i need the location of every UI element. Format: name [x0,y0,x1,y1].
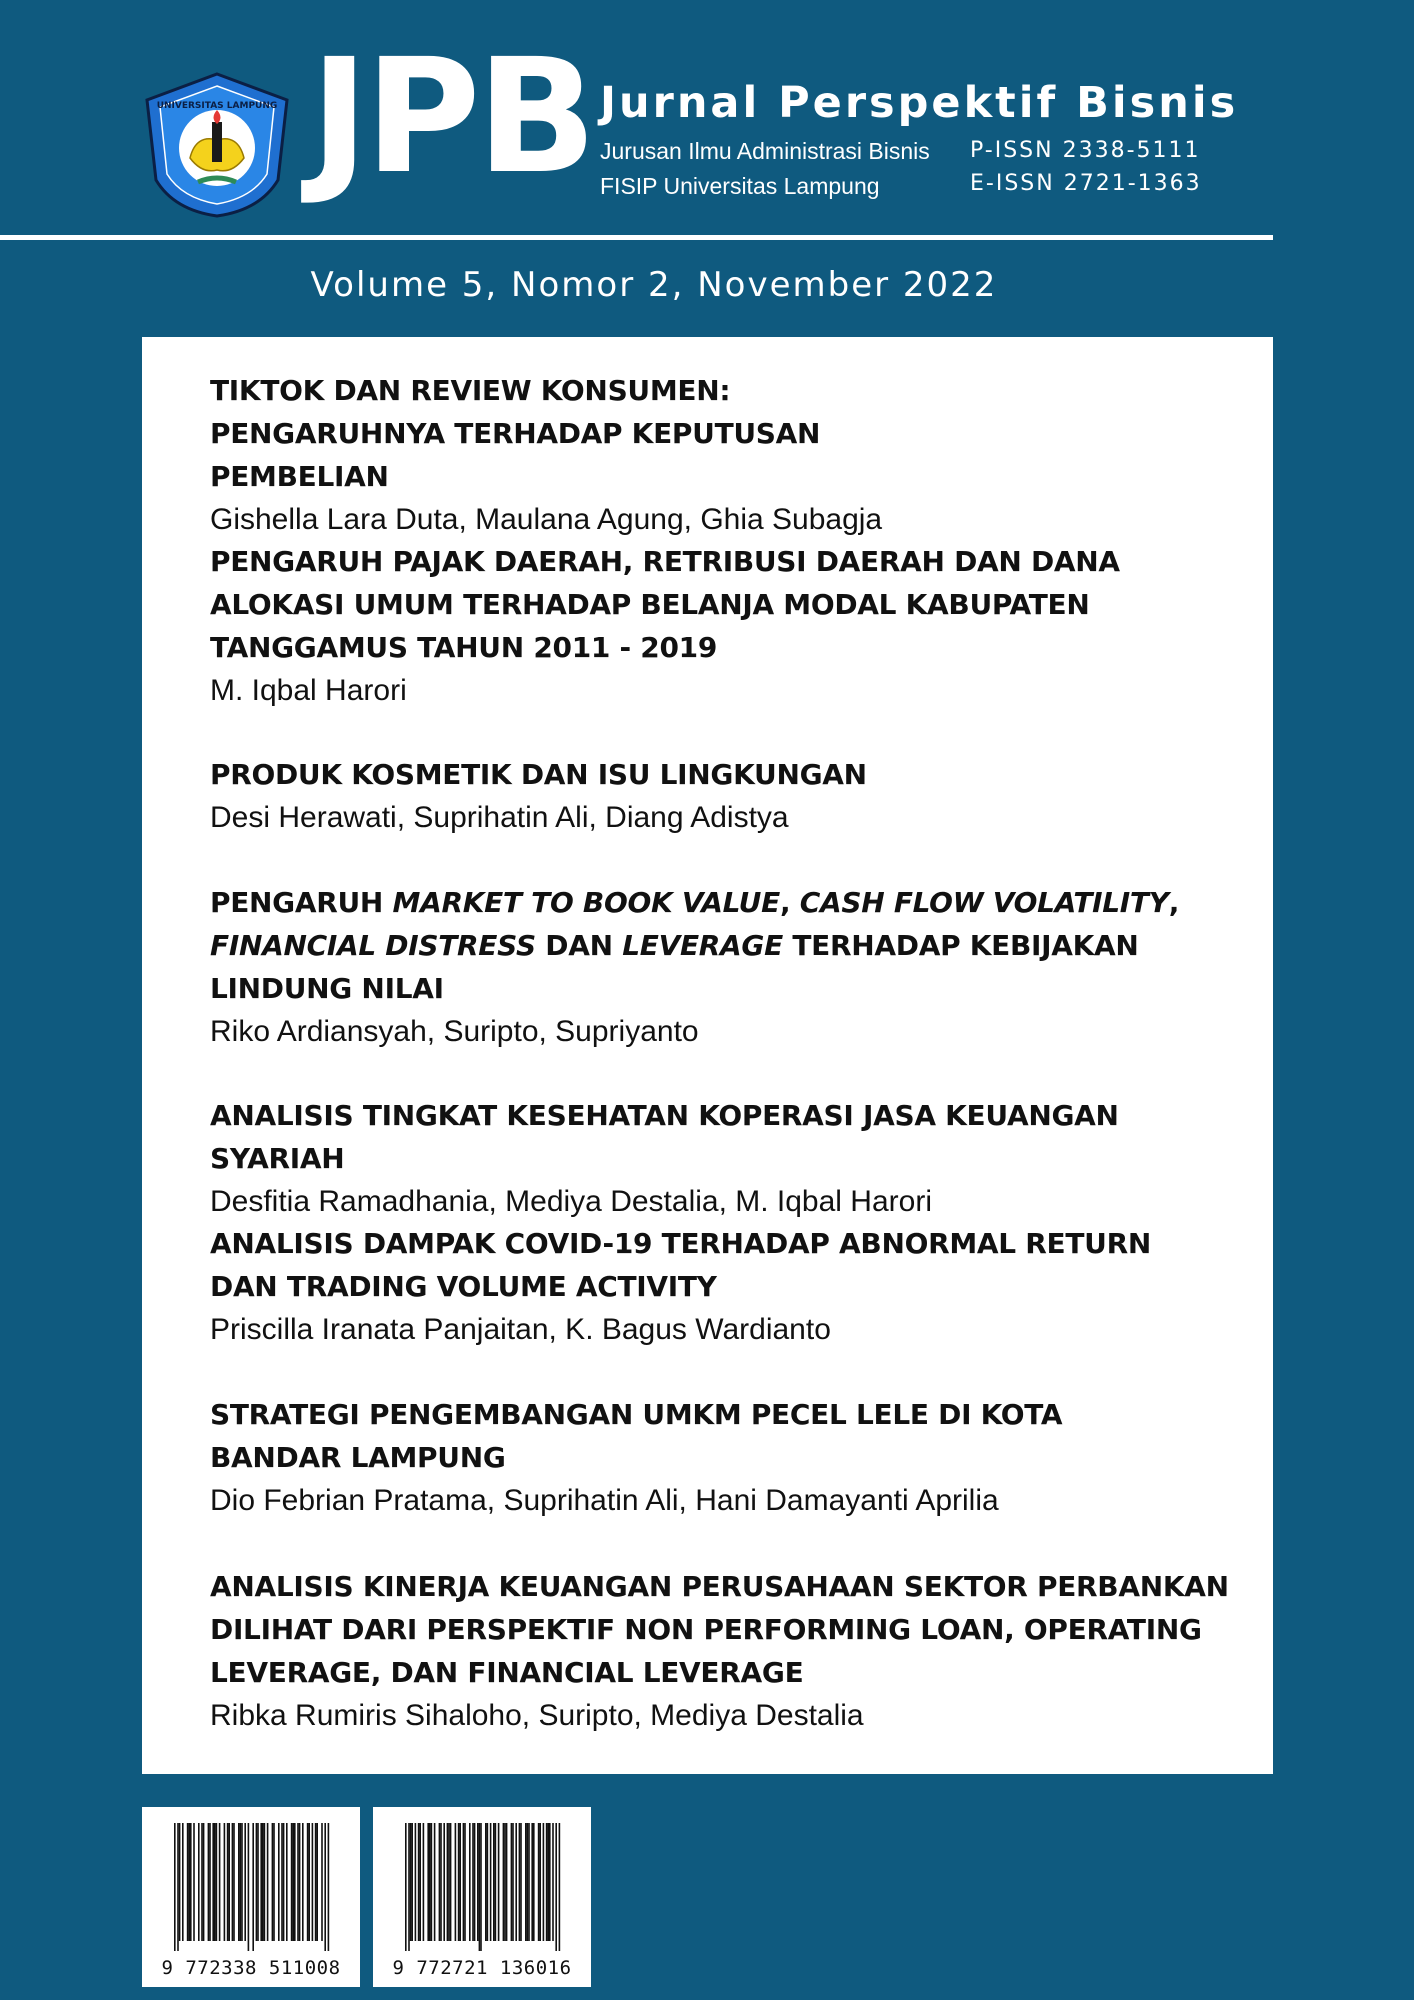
barcode-bar [252,1823,254,1951]
barcode-bar [281,1823,283,1941]
barcode-bar [188,1823,190,1941]
logo-text: UNIVERSITAS LAMPUNG [156,101,278,111]
barcode-bar [472,1823,474,1941]
header-divider [0,235,1273,240]
barcode-bar [450,1823,452,1941]
barcode-bar [208,1823,210,1941]
department-line-2: FISIP Universitas Lampung [600,173,880,199]
barcode-electronic-issn [373,1807,591,1987]
article-title-italic: CASH FLOW VOLATILITY [799,886,1169,919]
barcode-bar [198,1823,200,1941]
article-authors: Ribka Rumiris Sihaloho, Suripto, Mediya Destalia [210,1699,864,1732]
article-title: ANALISIS DAMPAK COVID-19 TERHADAP ABNORMAL RETURN DAN TRADING VOLUME ACTIVITY [210,1227,1151,1303]
journal-title: Jurnal Perspektif Bisnis [600,78,1239,128]
print-issn: P-ISSN 2338-5111 [970,138,1201,163]
article-title-part: , [1168,886,1180,919]
barcode-bar [487,1823,489,1941]
universitas-lampung-logo [140,70,295,220]
barcode-bar [411,1823,413,1941]
barcode-bar [219,1823,221,1941]
barcode-bar [538,1823,540,1941]
article-entry [210,1393,1250,1522]
barcode-bar [504,1823,506,1941]
barcode-bar [477,1823,479,1941]
barcode-bar [278,1823,280,1941]
barcode-bar [459,1823,461,1941]
article-entry [210,1094,1250,1223]
barcode-bar [408,1823,410,1951]
barcode-bar [440,1823,442,1941]
barcode-bar [455,1823,457,1941]
barcode-bar [321,1823,323,1941]
barcode-bar [233,1823,235,1941]
barcode-bar [434,1823,436,1941]
article-entry [210,753,1250,839]
barcode-bar [415,1823,417,1941]
article-entry [210,1222,1250,1351]
article-authors: Dio Febrian Pratama, Suprihatin Ali, Hani Damayanti Aprilia [210,1484,999,1517]
barcode-bar [260,1823,262,1941]
barcode-bar [214,1823,216,1941]
barcode-bar [552,1823,554,1941]
article-entry [210,881,1250,1053]
barcode-bar [528,1823,530,1941]
barcode-bar [257,1823,259,1941]
barcode-bar [527,1823,529,1941]
barcode-bar [315,1823,317,1941]
barcode-bar [177,1823,179,1951]
barcode-bar [549,1823,551,1941]
barcode-bar [328,1823,330,1951]
barcode-bar [485,1823,487,1941]
barcode-bar [418,1823,420,1941]
barcode-bar [264,1823,266,1941]
barcode-bar [515,1823,517,1941]
department [600,134,930,204]
article-authors: Priscilla Iranata Panjaitan, K. Bagus Wardianto [210,1313,831,1346]
barcode-bar [493,1823,495,1941]
barcode-bar [503,1823,505,1941]
article-title-italic: MARKET TO BOOK VALUE [392,886,780,919]
barcode-print-issn [142,1807,360,1987]
article-title: PENGARUH PAJAK DAERAH, RETRIBUSI DAERAH DAN DANA ALOKASI UMUM TERHADAP BELANJA MODAL KABUPATEN TANGGAMUS TAHUN 2011 - 2019 [210,545,1120,664]
barcode-bar [228,1823,230,1941]
barcode-bar [539,1823,541,1941]
article-title-italic: LEVERAGE [622,929,783,962]
barcode-bar [405,1823,407,1951]
article-title-italic: FINANCIAL DISTRESS [210,929,536,962]
barcode-bar [232,1823,234,1941]
barcode-bar [480,1823,482,1951]
barcode-bar [179,1823,181,1941]
article-entry [210,1565,1250,1737]
barcode-bar [423,1823,425,1941]
barcode-bar [272,1823,274,1941]
barcode-bar [464,1823,466,1941]
article-authors: Gishella Lara Duta, Maulana Agung, Ghia Subagja [210,503,883,536]
barcode-bar [187,1823,189,1941]
barcode-bar [297,1823,299,1941]
barcode-number: 9 772721 136016 [392,1957,572,1979]
barcode-bar [559,1823,561,1951]
table-of-contents [142,337,1273,1774]
barcode-bar [294,1823,296,1941]
barcode-bar [209,1823,211,1941]
barcode-bar [307,1823,309,1941]
barcode-bar [240,1823,242,1941]
barcode-bar [244,1823,246,1941]
barcode-bar [286,1823,288,1941]
barcode-bar [512,1823,514,1941]
barcode-bar [458,1823,460,1941]
article-entry [210,540,1250,712]
article-title-part: TERHADAP KEBIJAKAN LINDUNG NILAI [210,929,1139,1005]
barcode-bar [248,1823,250,1951]
barcode-bar [469,1823,471,1941]
barcode-bar [533,1823,535,1941]
barcode-bar [302,1823,304,1941]
barcode-bar [203,1823,205,1941]
article-title-part: PENGARUH [210,886,393,919]
issn-block [970,134,1202,200]
barcode-bar [291,1823,293,1941]
barcode-bar [201,1823,203,1941]
article-title-part: DAN [535,929,623,962]
barcode-bar [431,1823,433,1941]
barcode-bar [546,1823,548,1941]
article-title: ANALISIS KINERJA KEUANGAN PERUSAHAAN SEKTOR PERBANKAN DILIHAT DARI PERSPEKTIF NON PERFORMING LOAN, OPERATING LEVERAGE, DAN FINANCIAL LEVERAGE [210,1570,1229,1689]
barcode-bar [212,1823,214,1941]
article-title [210,881,1250,1010]
article-entry [210,369,1250,541]
barcode-bar [547,1823,549,1941]
volume-info: Volume 5, Nomor 2, November 2022 [310,265,998,305]
barcode-bar [543,1823,545,1941]
barcode-bar [520,1823,522,1941]
barcode-bar [531,1823,533,1941]
barcode-bar [193,1823,195,1941]
journal-acronym: JPB [310,25,594,209]
barcode-bar [227,1823,229,1941]
barcode-bar [490,1823,492,1941]
barcode-bar [439,1823,441,1941]
barcode-bar [479,1823,481,1951]
barcode-bar [447,1823,449,1941]
article-authors: M. Iqbal Harori [210,674,407,707]
barcode-bar [443,1823,445,1941]
barcode-bar [419,1823,421,1941]
barcode-bar [555,1823,557,1951]
article-authors: Desfitia Ramadhania, Mediya Destalia, M. Iqbal Harori [210,1185,932,1218]
department-line-1: Jurusan Ilmu Administrasi Bisnis [600,138,930,164]
article-title: PRODUK KOSMETIK DAN ISU LINGKUNGAN [210,758,867,791]
barcode-bar [511,1823,513,1941]
article-authors: Riko Ardiansyah, Suripto, Supriyanto [210,1015,699,1048]
barcode-bar [427,1823,429,1941]
barcode-bar [182,1823,184,1941]
barcode-bar [308,1823,310,1941]
barcode-bar [429,1823,431,1941]
barcode-bar [292,1823,294,1941]
barcode-bar [495,1823,497,1941]
barcode-bar [238,1823,240,1941]
barcode-bar [498,1823,500,1941]
barcode-bar [262,1823,264,1941]
barcode-bar [525,1823,527,1941]
barcode-bar [463,1823,465,1941]
barcode-bar [273,1823,275,1941]
barcode-bar [216,1823,218,1941]
article-authors: Desi Herawati, Suprihatin Ali, Diang Adistya [210,801,789,834]
barcode-bar [174,1823,176,1951]
barcode-bar [190,1823,192,1941]
article-title: TIKTOK DAN REVIEW KONSUMEN: PENGARUHNYA TERHADAP KEPUTUSAN PEMBELIAN [210,374,821,493]
article-title: ANALISIS TINGKAT KESEHATAN KOPERASI JASA KEUANGAN SYARIAH [210,1099,1119,1175]
article-title: STRATEGI PENGEMBANGAN UMKM PECEL LELE DI KOTA BANDAR LAMPUNG [210,1398,1063,1474]
barcode-bar [241,1823,243,1941]
barcode-bar [324,1823,326,1951]
article-title-part: , [779,886,800,919]
barcode-bar [256,1823,258,1941]
barcode-bar [283,1823,285,1941]
barcode-bar [410,1823,412,1941]
barcode-bar [506,1823,508,1941]
barcode-bar [224,1823,226,1941]
barcode-bar [299,1823,301,1941]
electronic-issn: E-ISSN 2721-1363 [970,171,1202,196]
barcode-bar [519,1823,521,1941]
barcode-bar [312,1823,314,1941]
barcode-bar [267,1823,269,1941]
barcode-bar [316,1823,318,1941]
barcode-number: 9 772338 511008 [161,1957,341,1979]
barcode-bar [474,1823,476,1941]
barcode-bar [448,1823,450,1941]
